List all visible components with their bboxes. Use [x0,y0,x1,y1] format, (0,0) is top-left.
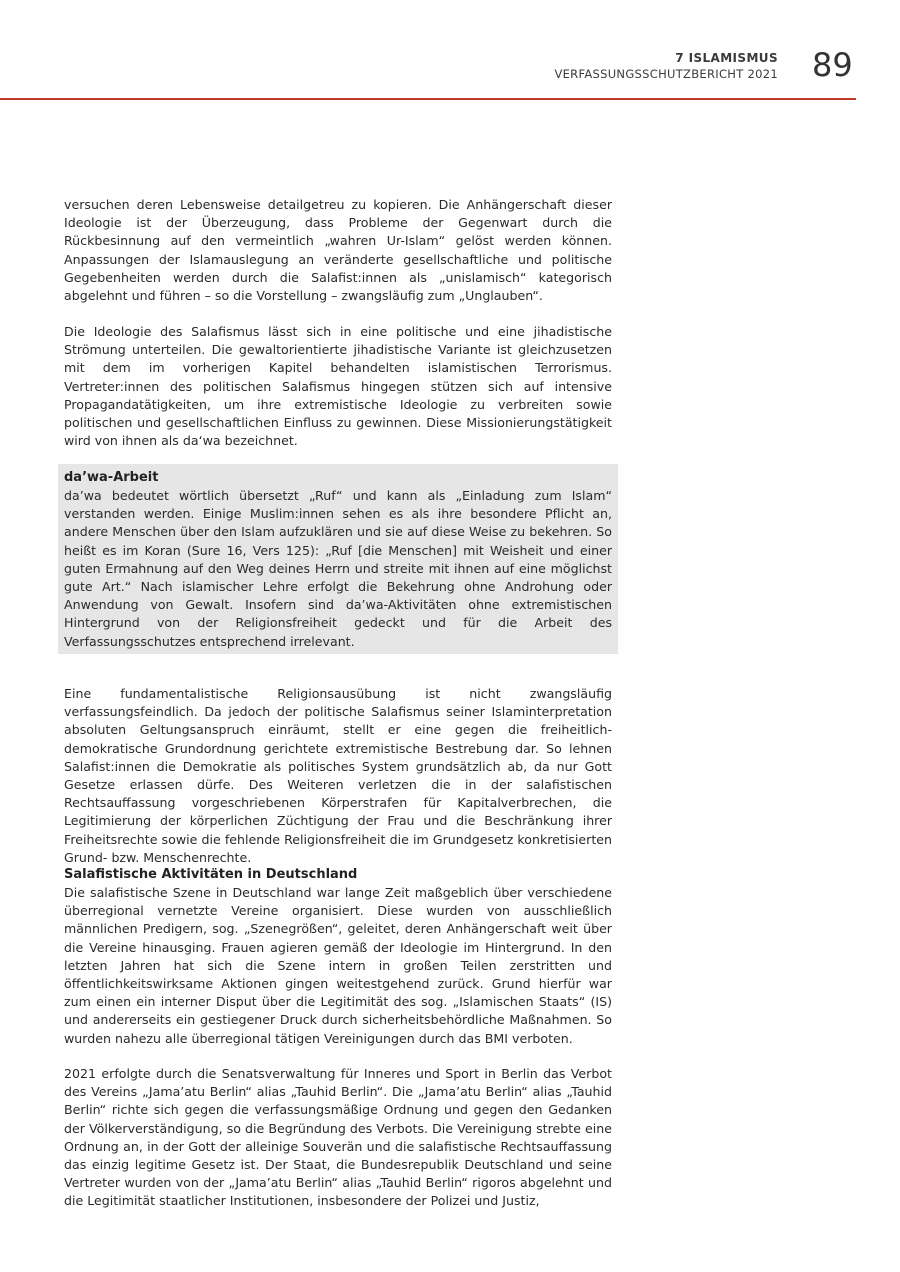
paragraph-2-block [64,323,612,450]
paragraph-5: 2021 erfolgte durch die Senatsverwaltung für Inneres und Sport in Berlin das Verbot des Vereins „Jama’atu Berlin“ alias „Tauhid Berlin“. Die „Jama’atu Berlin“ alias „Tauhid Berlin“ richte sich gegen die verfassungsmäßige Ordnung und gegen den Gedanken der Völkerverständigung, so die Begründung des Verbots. Die Vereinigung strebte eine Ordnung an, in der Gott der alleinige Souverän und die salafistische Rechtsauffassung das einzig legitime Gesetz ist. Der Staat, die Bundesrepublik Deutschland und seine Vertreter wurden von der „Jama’atu Berlin“ alias „Tauhid Berlin“ rigoros abgelehnt und die Legitimität staatlicher Institutionen, insbesondere der Polizei und Justiz, [64,1066,612,1209]
paragraph-1-block [64,196,612,305]
info-box-title: da’wa-Arbeit [64,470,159,485]
info-box-content [64,469,612,651]
paragraph-2: Die Ideologie des Salafismus lässt sich in eine politische und eine jihadistische Strömung unterteilen. Die gewaltorientierte jihadistische Variante ist gleichzusetzen mit dem im vorherigen Kapitel behandelten islamistischen Terrorismus. Vertreter:innen des politischen Salafismus hingegen stützen sich auf intensive Propagandatätigkeiten, um ihre extremistische Ideologie zu verbreiten sowie politischen und gesellschaftlichen Einfluss zu gewinnen. Diese Missionierungstätigkeit wird von ihnen als da‘wa bezeichnet. [64,324,612,449]
running-header [554,50,778,82]
paragraph-3-block [64,685,612,867]
info-box [58,464,618,654]
report-title: VERFASSUNGSSCHUTZBERICHT 2021 [554,67,778,81]
header-divider [0,98,856,100]
page-number: 89 [812,46,853,84]
paragraph-4: Die salafistische Szene in Deutschland war lange Zeit maßgeblich über verschiedene überregional vernetzte Vereine organisiert. Diese wurden von ausschließlich männlichen Predigern, sog. „Szenegrößen“, geleitet, deren Anhängerschaft weit über die Vereine hinausging. Frauen agieren gemäß der Ideologie im Hintergrund. In den letzten Jahren hat sich die Szene intern in großen Teilen zerstritten und öffentlichkeitswirksame Aktionen gingen weitestgehend zurück. Grund hierfür war zum einen ein interner Disput über die Legitimität des sog. „Islamischen Staats“ (IS) und andererseits ein gestiegener Druck durch sicherheitsbehördliche Maßnahmen. So wurden nahezu alle überregional tätigen Vereinigungen durch das BMI verboten. [64,885,612,1046]
paragraph-5-block [64,1065,612,1211]
page-header [0,0,900,100]
section-block [64,866,612,1048]
info-box-text: da’wa bedeutet wörtlich übersetzt „Ruf“ und kann als „Einladung zum Islam“ verstanden werden. Einige Muslim:innen sehen es als ihre besondere Pflicht an, andere Menschen über den Islam aufzuklären und sie auf diese Weise zu bekehren. So heißt es im Koran (Sure 16, Vers 125): „Ruf [die Menschen] mit Weisheit und einer guten Ermahnung auf den Weg deines Herrn und streite mit ihnen auf eine möglichst gute Art.“ Nach islamischer Lehre erfolgt die Bekehrung ohne Androhung oder Anwendung von Gewalt. Insofern sind da’wa-Aktivitäten ohne extremistischen Hintergrund von der Religionsfreiheit gedeckt und für die Arbeit des Verfassungsschutzes entsprechend irrelevant. [64,488,612,649]
chapter-title: 7 ISLAMISMUS [675,51,778,65]
section-heading: Salafistische Aktivitäten in Deutschland [64,867,358,882]
paragraph-1: versuchen deren Lebensweise detailgetreu zu kopieren. Die Anhängerschaft dieser Ideologie ist der Überzeugung, dass Probleme der Gegenwart durch die Rückbesinnung auf den vermeintlich „wahren Ur-Islam“ gelöst werden können. Anpassungen der Islamauslegung an veränderte gesellschaftliche und politische Gegebenheiten werden durch die Salafist:innen als „unislamisch“ kategorisch abgelehnt und führen – so die Vorstellung – zwangsläufig zum „Unglauben“. [64,197,612,304]
paragraph-3: Eine fundamentalistische Religionsausübung ist nicht zwangsläufig verfassungsfeindlich. Da jedoch der politische Salafismus seiner Islaminterpretation absoluten Geltungsanspruch einräumt, stellt er eine gegen die freiheitlich-demokratische Grundordnung gerichtete extremistische Bestrebung dar. So lehnen Salafist:innen die Demokratie als politisches System grundsätzlich ab, da nur Gott Gesetze erlassen dürfe. Des Weiteren verletzen die in der salafistischen Rechtsauffassung vorgeschriebenen Körperstrafen für Kapitalverbrechen, die Legitimierung der körperlichen Züchtigung der Frau und die Beschränkung ihrer Freiheitsrechte sowie die fehlende Religionsfreiheit die im Grundgesetz konkretisierten Grund- bzw. Menschenrechte. [64,686,612,865]
